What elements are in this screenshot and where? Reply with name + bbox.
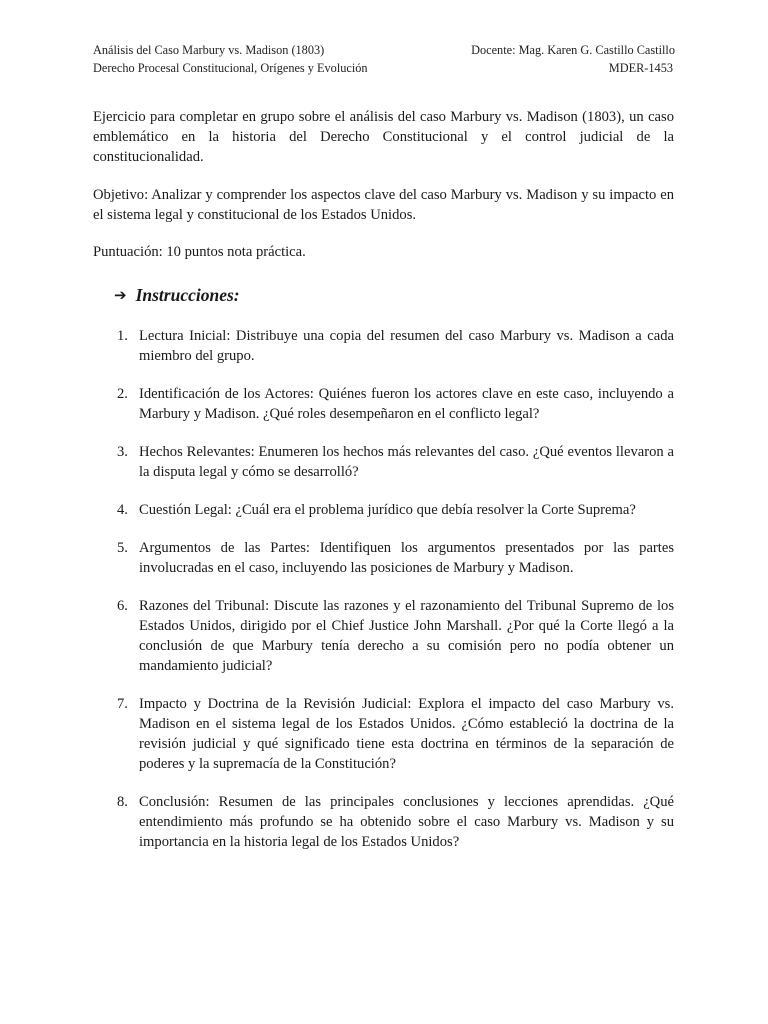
list-item (93, 500, 674, 520)
page-header (93, 41, 675, 77)
list-item-number (93, 694, 139, 774)
score-paragraph: Puntuación: 10 puntos nota práctica. (93, 244, 306, 260)
header-course-title: Análisis del Caso Marbury vs. Madison (1803) (93, 43, 325, 57)
list-item-number (93, 326, 139, 366)
list-item-number-text: 6. (117, 598, 128, 614)
list-item-number-text: 1. (117, 328, 128, 344)
list-item-number (93, 538, 139, 578)
list-item (93, 384, 674, 424)
list-item-text: Lectura Inicial: Distribuye una copia del resumen del caso Marbury vs. Madison a cada miembro del grupo. (139, 328, 674, 364)
arrow-right-icon: ➔ (114, 286, 127, 304)
list-item-number (93, 596, 139, 676)
list-item-number-text: 3. (117, 444, 128, 460)
list-item-text: Razones del Tribunal: Discute las razones y el razonamiento del Tribunal Supremo de los Estados Unidos, dirigido por el Chief Justice John Marshall. ¿Por qué la Corte llegó a la conclusión de que Marbury tenía derecho a su comisión pero no podía obtener un mandamiento judicial? (139, 598, 674, 674)
list-item (93, 442, 674, 482)
list-item-number-text: 5. (117, 540, 128, 556)
list-item-number (93, 442, 139, 482)
list-item-text: Identificación de los Actores: Quiénes fueron los actores clave en este caso, incluyendo a Marbury y Madison. ¿Qué roles desempeñaron en el conflicto legal? (139, 386, 674, 422)
list-item-number-text: 7. (117, 696, 128, 712)
list-item (93, 326, 674, 366)
document-body (93, 107, 674, 870)
list-item-text: Hechos Relevantes: Enumeren los hechos más relevantes del caso. ¿Qué eventos llevaron a la disputa legal y cómo se desarrolló? (139, 444, 674, 480)
objective-paragraph: Objetivo: Analizar y comprender los aspectos clave del caso Marbury vs. Madison y su impacto en el sistema legal y constitucional de los Estados Unidos. (93, 187, 674, 223)
list-item-text: Impacto y Doctrina de la Revisión Judicial: Explora el impacto del caso Marbury vs. Madison en el sistema legal de los Estados Unidos. ¿Cómo estableció la doctrina de la revisión judicial y qué significado tiene esta doctrina en términos de la separación de poderes y la supremacía de la Constitución? (139, 696, 674, 772)
instructions-heading (114, 284, 674, 306)
header-subject: Derecho Procesal Constitucional, Orígenes y Evolución (93, 61, 368, 75)
list-item-text: Cuestión Legal: ¿Cuál era el problema jurídico que debía resolver la Corte Suprema? (139, 502, 636, 518)
list-item (93, 694, 674, 774)
instructions-title: Instrucciones: (135, 285, 240, 305)
list-item (93, 538, 674, 578)
list-item-number-text: 4. (117, 502, 128, 518)
list-item-number (93, 792, 139, 852)
list-item-number-text: 2. (117, 386, 128, 402)
header-row-1 (93, 41, 675, 59)
list-item-number (93, 384, 139, 424)
header-row-2 (93, 59, 675, 77)
header-course-code: MDER-1453 (608, 61, 673, 75)
list-item-number-text: 8. (117, 794, 128, 810)
header-instructor: Docente: Mag. Karen G. Castillo Castillo (471, 43, 675, 57)
list-item (93, 792, 674, 852)
instructions-list (93, 326, 674, 852)
list-item-text: Conclusión: Resumen de las principales conclusiones y lecciones aprendidas. ¿Qué entendimiento más profundo se ha obtenido sobre el caso Marbury vs. Madison y su importancia en la historia legal de los Estados Unidos? (139, 794, 674, 850)
list-item (93, 596, 674, 676)
intro-paragraph: Ejercicio para completar en grupo sobre el análisis del caso Marbury vs. Madison (1803), un caso emblemático en la historia del Derecho Constitucional y el control judicial de la constitucionalidad. (93, 109, 674, 165)
list-item-number (93, 500, 139, 520)
list-item-text: Argumentos de las Partes: Identifiquen los argumentos presentados por las partes involucradas en el caso, incluyendo las posiciones de Marbury y Madison. (139, 540, 674, 576)
